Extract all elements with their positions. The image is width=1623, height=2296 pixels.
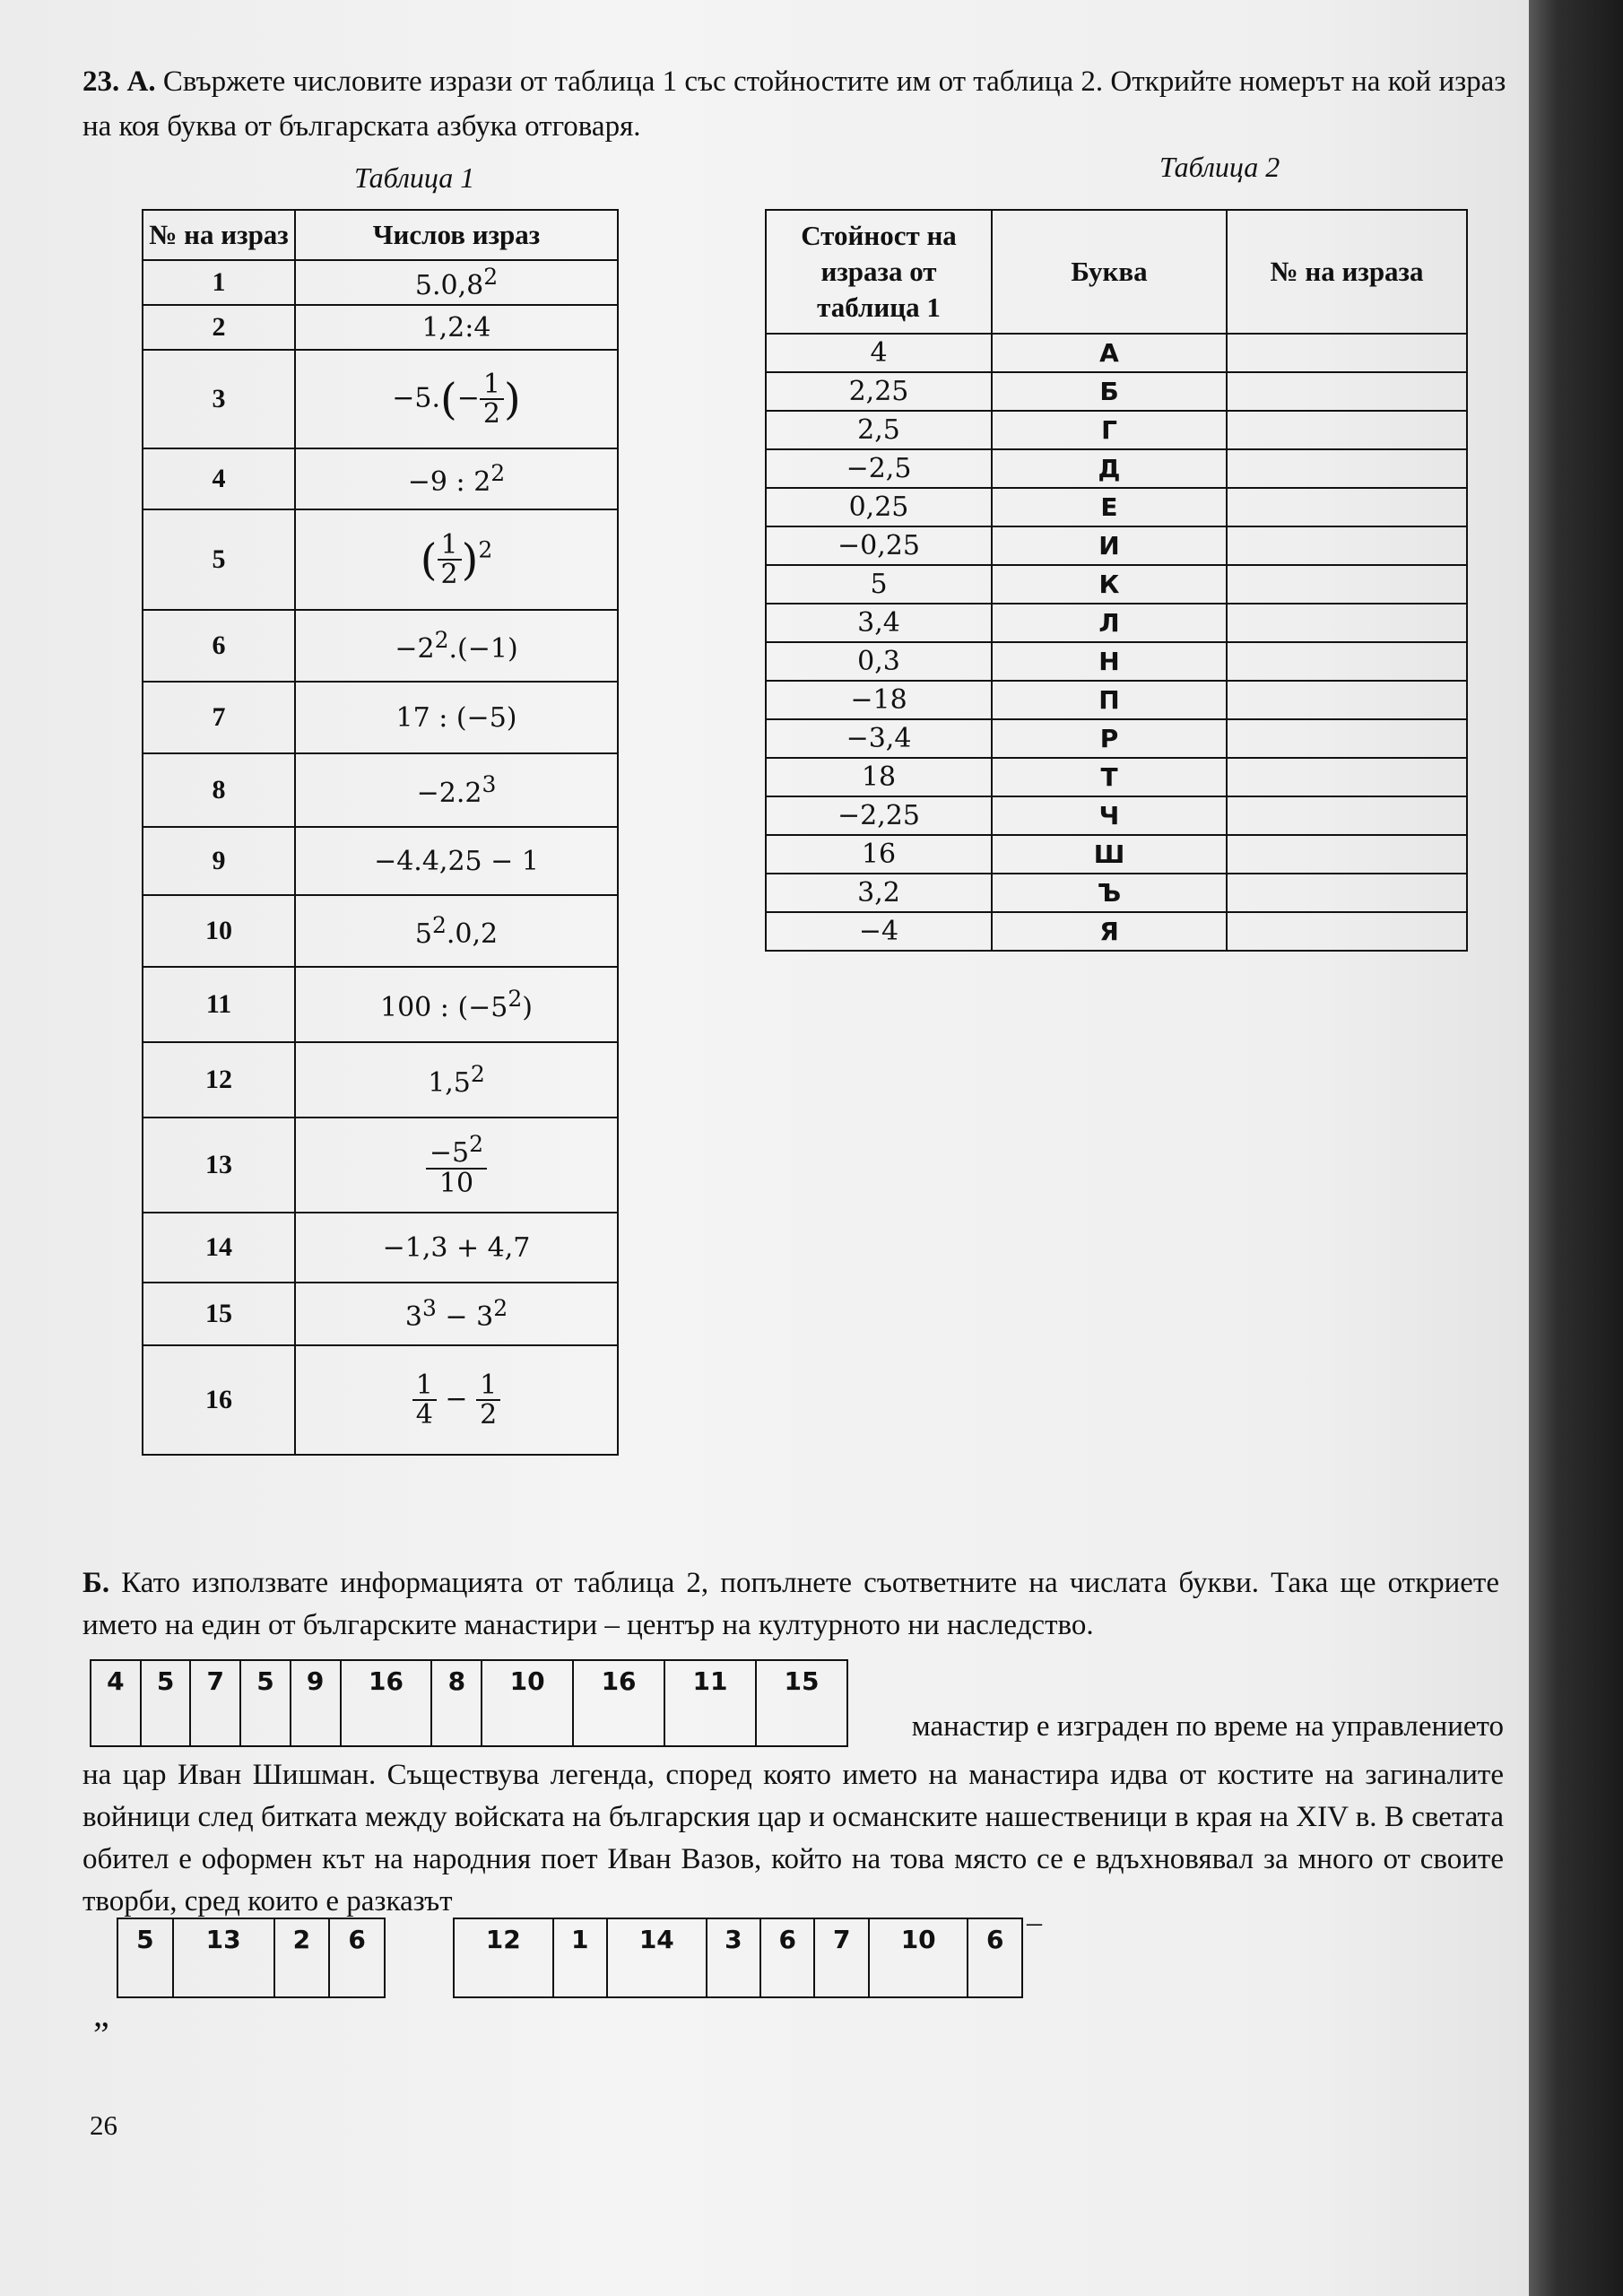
table1-row — [143, 350, 618, 448]
table1-row — [143, 753, 618, 827]
task-instruction: Свържете числовите изрази от таблица 1 със стойностите им от таблица 2. Открийте номерът на кой израз на коя буква от българската азбука отговаря. — [82, 65, 1506, 143]
code-cell[interactable]: 5 — [141, 1660, 191, 1746]
expr-number: 10 — [143, 895, 295, 967]
next-page-edge — [1529, 0, 1623, 2296]
value-cell: 0,3 — [766, 642, 992, 681]
expr-value: $5^2.0,2$ — [295, 895, 618, 967]
expr-value: 5.0,8$^2$ — [295, 260, 618, 305]
expr-number: 14 — [143, 1213, 295, 1283]
value-cell: −18 — [766, 681, 992, 719]
expr-value: $3^3 - 3^2$ — [295, 1283, 618, 1345]
table1-row — [143, 260, 618, 305]
table1-row — [143, 895, 618, 967]
code-cell[interactable]: 11 — [664, 1660, 756, 1746]
letter-cell: Л — [992, 604, 1227, 642]
expr-value: −1,3 + 4,7 — [295, 1213, 618, 1283]
table2-row — [766, 681, 1467, 719]
value-cell: 5 — [766, 565, 992, 604]
answer-cell[interactable] — [1227, 719, 1467, 758]
table2-row — [766, 526, 1467, 565]
closing-quote: „ — [93, 1994, 109, 2034]
story-title-code-2 — [453, 1918, 1023, 1998]
expr-value: $\frac{1}{4}$ − $\frac{1}{2}$ — [295, 1345, 618, 1455]
value-cell: −2,5 — [766, 449, 992, 488]
letter-cell: Я — [992, 912, 1227, 951]
letter-cell: Ч — [992, 796, 1227, 835]
code-cell[interactable]: 6 — [760, 1918, 814, 1997]
answer-cell[interactable] — [1227, 758, 1467, 796]
answer-cell[interactable] — [1227, 835, 1467, 874]
story-title-code-1 — [117, 1918, 386, 1998]
expr-number: 8 — [143, 753, 295, 827]
value-cell: 4 — [766, 334, 992, 372]
table1-row — [143, 1118, 618, 1213]
table2-caption: Таблица 2 — [1159, 151, 1280, 183]
table2-row — [766, 565, 1467, 604]
expr-number: 9 — [143, 827, 295, 895]
value-cell: 3,2 — [766, 874, 992, 912]
value-cell: −4 — [766, 912, 992, 951]
value-cell: 2,5 — [766, 411, 992, 449]
expr-value: −9 : $2^2$ — [295, 448, 618, 509]
table2-row — [766, 912, 1467, 951]
table1-row — [143, 448, 618, 509]
table2-row — [766, 719, 1467, 758]
table1-row — [143, 682, 618, 753]
table2-row — [766, 411, 1467, 449]
answer-cell[interactable] — [1227, 411, 1467, 449]
code-cell[interactable]: 8 — [431, 1660, 482, 1746]
value-cell: 18 — [766, 758, 992, 796]
code-cell[interactable]: 12 — [454, 1918, 553, 1997]
letter-cell: Т — [992, 758, 1227, 796]
part-b-label: Б. — [82, 1567, 110, 1599]
expr-value: $-2.2^3$ — [295, 753, 618, 827]
table1-row — [143, 1283, 618, 1345]
table2-header-value: Стойност на израза от таблица 1 — [766, 210, 992, 334]
value-cell: 3,4 — [766, 604, 992, 642]
table1-header-number: № на израз — [143, 210, 295, 260]
part-b-intro — [82, 1562, 1499, 1647]
task-number: 23. А. — [82, 65, 156, 98]
answer-cell[interactable] — [1227, 874, 1467, 912]
table1-row — [143, 1213, 618, 1283]
monastery-paragraph: на цар Иван Шишман. Съществува легенда, според която името на манастира идва от костите на загиналите войници след битката между войската на българския цар и османските нашественици в края на XIV в. В светата обител е оформен кът на народния поет Иван Вазов, който на това място се е вдъхновявал за много от своите творби, сред които е разказът — [82, 1759, 1504, 1918]
letter-cell: Д — [992, 449, 1227, 488]
table2-row — [766, 758, 1467, 796]
table1-row — [143, 827, 618, 895]
code-cell[interactable]: 13 — [173, 1918, 274, 1997]
table2-row — [766, 488, 1467, 526]
letter-cell: И — [992, 526, 1227, 565]
table2-row — [766, 796, 1467, 835]
after-code-text: манастир е изграден по време на управлението — [911, 1710, 1504, 1743]
expr-value: −5.(− $\frac{1}{2}$ ) — [295, 350, 618, 448]
code-cell[interactable]: 3 — [707, 1918, 760, 1997]
code-cell[interactable]: 5 — [117, 1918, 173, 1997]
answer-cell[interactable] — [1227, 372, 1467, 411]
code-cell[interactable]: 7 — [814, 1918, 868, 1997]
code-cell[interactable]: 14 — [607, 1918, 707, 1997]
expr-number: 12 — [143, 1042, 295, 1118]
table2-row — [766, 449, 1467, 488]
value-cell: 0,25 — [766, 488, 992, 526]
expr-value: ( $\frac{1}{2}$ )$^2$ — [295, 509, 618, 610]
code-cell[interactable]: 6 — [968, 1918, 1022, 1997]
answer-cell[interactable] — [1227, 912, 1467, 951]
answer-cell[interactable] — [1227, 796, 1467, 835]
expr-value: −4.4,25 − 1 — [295, 827, 618, 895]
letter-cell: А — [992, 334, 1227, 372]
table2-row — [766, 604, 1467, 642]
table1-caption: Таблица 1 — [354, 161, 475, 194]
table1-row — [143, 509, 618, 610]
value-cell: −0,25 — [766, 526, 992, 565]
letter-cell: П — [992, 681, 1227, 719]
code-cell[interactable]: 7 — [190, 1660, 240, 1746]
page-number: 26 — [90, 2109, 117, 2141]
expr-number: 6 — [143, 610, 295, 682]
value-cell: 16 — [766, 835, 992, 874]
table2-row — [766, 874, 1467, 912]
expr-value: 1,2:4 — [295, 305, 618, 350]
table2-row — [766, 835, 1467, 874]
table1-row — [143, 1042, 618, 1118]
table1-header-expression: Числов израз — [295, 210, 618, 260]
expr-value: $\frac{-5^2}{10}$ — [295, 1118, 618, 1213]
answer-cell[interactable] — [1227, 449, 1467, 488]
expr-number: 3 — [143, 350, 295, 448]
letter-cell: Г — [992, 411, 1227, 449]
table2-values-letters — [765, 209, 1468, 952]
code-cell[interactable]: 2 — [274, 1918, 330, 1997]
expr-value: 100 : $(-5^2)$ — [295, 967, 618, 1042]
part-b-instruction: Като използвате информацията от таблица 2, попълнете съответните на числата букви. Така ще откриете името на един от българските манастири – център на културното ни наследство. — [82, 1567, 1500, 1641]
task-23a-text — [82, 59, 1517, 149]
code-cell[interactable]: 4 — [91, 1660, 141, 1746]
dash-mark: – — [1027, 1906, 1042, 1939]
code-cell[interactable]: 5 — [240, 1660, 291, 1746]
table2-row — [766, 642, 1467, 681]
answer-cell[interactable] — [1227, 565, 1467, 604]
table1-row — [143, 610, 618, 682]
table2-row — [766, 334, 1467, 372]
answer-cell[interactable] — [1227, 526, 1467, 565]
value-cell: −3,4 — [766, 719, 992, 758]
expr-number: 5 — [143, 509, 295, 610]
table2-header-letter: Буква — [992, 210, 1227, 334]
letter-cell: Ъ — [992, 874, 1227, 912]
expr-number: 13 — [143, 1118, 295, 1213]
answer-cell[interactable] — [1227, 604, 1467, 642]
expr-value: $-2^2.(-1)$ — [295, 610, 618, 682]
letter-cell: Р — [992, 719, 1227, 758]
table2-header-number: № на израза — [1227, 210, 1467, 334]
letter-cell: Б — [992, 372, 1227, 411]
code-cell[interactable]: 10 — [482, 1660, 573, 1746]
table1-expressions — [142, 209, 619, 1456]
code-cell[interactable]: 9 — [291, 1660, 341, 1746]
table1-row — [143, 305, 618, 350]
code-cell[interactable]: 16 — [341, 1660, 432, 1746]
code-cell[interactable]: 15 — [756, 1660, 847, 1746]
letter-cell: Н — [992, 642, 1227, 681]
expr-number: 11 — [143, 967, 295, 1042]
expr-number: 7 — [143, 682, 295, 753]
value-cell: 2,25 — [766, 372, 992, 411]
answer-cell[interactable] — [1227, 488, 1467, 526]
code-cell[interactable]: 10 — [869, 1918, 968, 1997]
expr-number: 4 — [143, 448, 295, 509]
monastery-name-code — [90, 1659, 848, 1747]
expr-value: 17 : (−5) — [295, 682, 618, 753]
expr-number: 15 — [143, 1283, 295, 1345]
expr-number: 2 — [143, 305, 295, 350]
expr-number: 16 — [143, 1345, 295, 1455]
answer-cell[interactable] — [1227, 681, 1467, 719]
table1-row — [143, 967, 618, 1042]
expr-value: $1,5^2$ — [295, 1042, 618, 1118]
code-cell[interactable]: 16 — [573, 1660, 664, 1746]
letter-cell: К — [992, 565, 1227, 604]
letter-cell: Е — [992, 488, 1227, 526]
code-cell[interactable]: 1 — [553, 1918, 607, 1997]
value-cell: −2,25 — [766, 796, 992, 835]
table2-row — [766, 372, 1467, 411]
table1-row — [143, 1345, 618, 1455]
answer-cell[interactable] — [1227, 334, 1467, 372]
answer-cell[interactable] — [1227, 642, 1467, 681]
expr-number: 1 — [143, 260, 295, 305]
letter-cell: Ш — [992, 835, 1227, 874]
code-cell[interactable]: 6 — [329, 1918, 385, 1997]
